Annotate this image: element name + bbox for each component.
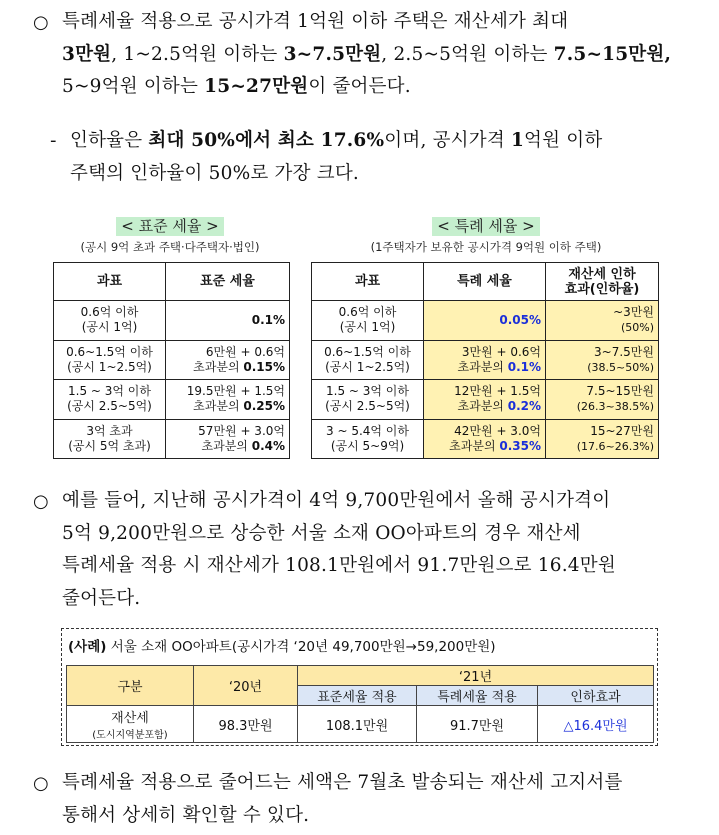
special-title: < 특례 세율 > [432, 217, 539, 236]
p3-line-2: 5억 9,200만원으로 상승한 서울 소재 OO아파트의 경우 재산세 [62, 522, 581, 544]
std-header-base: 과표 [54, 263, 166, 301]
p3-line-4: 줄어든다. [62, 587, 141, 609]
p1-line-3: 5~9억원 이하는 15~27만원이 줄어든다. [62, 76, 411, 97]
paragraph-4 [62, 767, 672, 832]
bullet-3: ○ [33, 491, 49, 512]
bullet-1: ○ [33, 12, 49, 33]
spc-header-rate: 특례 세율 [424, 263, 546, 301]
standard-rate-table [53, 262, 290, 459]
paragraph-1 [62, 6, 672, 104]
special-caption [305, 216, 667, 255]
p4-line-2: 통해서 상세히 확인할 수 있다. [62, 804, 310, 826]
example-title: (사례) 서울 소재 OO아파트(공시가격 ‘20년 49,700만원→59,200만원) [68, 639, 496, 655]
table-row: 1.5 ~ 3억 이하 (공시 2.5~5억) 19.5만원 + 1.5억 초과분의 0.25% [54, 380, 290, 420]
table-row: 0.6억 이하 (공시 1억) 0.1% [54, 301, 290, 341]
example-header-effect: 인하효과 [538, 686, 654, 706]
p1-line-2: 3만원, 1~2.5억원 이하는 3~7.5만원, 2.5~5억원 이하는 7.5~15만원, [62, 43, 672, 65]
p4-line-1: 특례세율 적용으로 줄어드는 세액은 7월초 발송되는 재산세 고지서를 [62, 772, 623, 793]
paragraph-3 [62, 485, 672, 615]
standard-title: < 표준 세율 > [116, 217, 223, 236]
standard-subtitle: (공시 9억 초과 주택·다주택자·법인) [80, 240, 260, 254]
spc-header-effect: 재산세 인하 효과(인하율) [546, 263, 659, 301]
p3-line-3: 특례세율 적용 시 재산세가 108.1만원에서 91.7만원으로 16.4만원 [62, 555, 616, 576]
std-header-rate: 표준 세율 [166, 263, 290, 301]
special-subtitle: (1주택자가 보유한 공시가격 9억원 이하 주택) [370, 240, 602, 254]
table-row: 0.6~1.5억 이하 (공시 1~2.5억) 3만원 + 0.6억 초과분의 0.1% 3~7.5만원 (38.5~50%) [312, 340, 659, 380]
p2-line-1: 인하율은 최대 50%에서 최소 17.6%이며, 공시가격 1억원 이하 [70, 130, 603, 151]
paragraph-2 [70, 125, 670, 190]
table-row: 재산세 (도시지역분포함) 98.3만원 108.1만원 91.7만원 △16.4만원 [67, 706, 654, 743]
example-header-2020: ‘20년 [194, 666, 298, 706]
example-header-standard: 표준세율 적용 [298, 686, 417, 706]
table-row: 1.5 ~ 3억 이하 (공시 2.5~5억) 12만원 + 1.5억 초과분의 0.2% 7.5~15만원 (26.3~38.5%) [312, 380, 659, 420]
spc-header-base: 과표 [312, 263, 424, 301]
example-box [61, 628, 658, 746]
special-rate-table [311, 262, 659, 459]
table-row: 0.6~1.5억 이하 (공시 1~2.5억) 6만원 + 0.6억 초과분의 0.15% [54, 340, 290, 380]
p1-line-1: 특례세율 적용으로 공시가격 1억원 이하 주택은 재산세가 최대 [62, 11, 569, 32]
p3-line-1: 예를 들어, 지난해 공시가격이 4억 9,700만원에서 올해 공시가격이 [62, 490, 611, 511]
dash-bullet: - [50, 130, 57, 151]
table-row: 3억 초과 (공시 5억 초과) 57만원 + 3.0억 초과분의 0.4% [54, 419, 290, 459]
standard-caption [50, 216, 290, 255]
bullet-4: ○ [33, 773, 49, 794]
table-row: 3 ~ 5.4억 이하 (공시 5~9억) 42만원 + 3.0억 초과분의 0.35% 15~27만원 (17.6~26.3%) [312, 419, 659, 459]
example-header-category: 구분 [67, 666, 194, 706]
example-header-2021: ‘21년 [298, 666, 654, 686]
example-table [66, 665, 654, 743]
table-row: 0.6억 이하 (공시 1억) 0.05% ~3만원 (50%) [312, 301, 659, 341]
example-header-special: 특례세율 적용 [417, 686, 538, 706]
p2-line-2: 주택의 인하율이 50%로 가장 크다. [70, 162, 359, 184]
